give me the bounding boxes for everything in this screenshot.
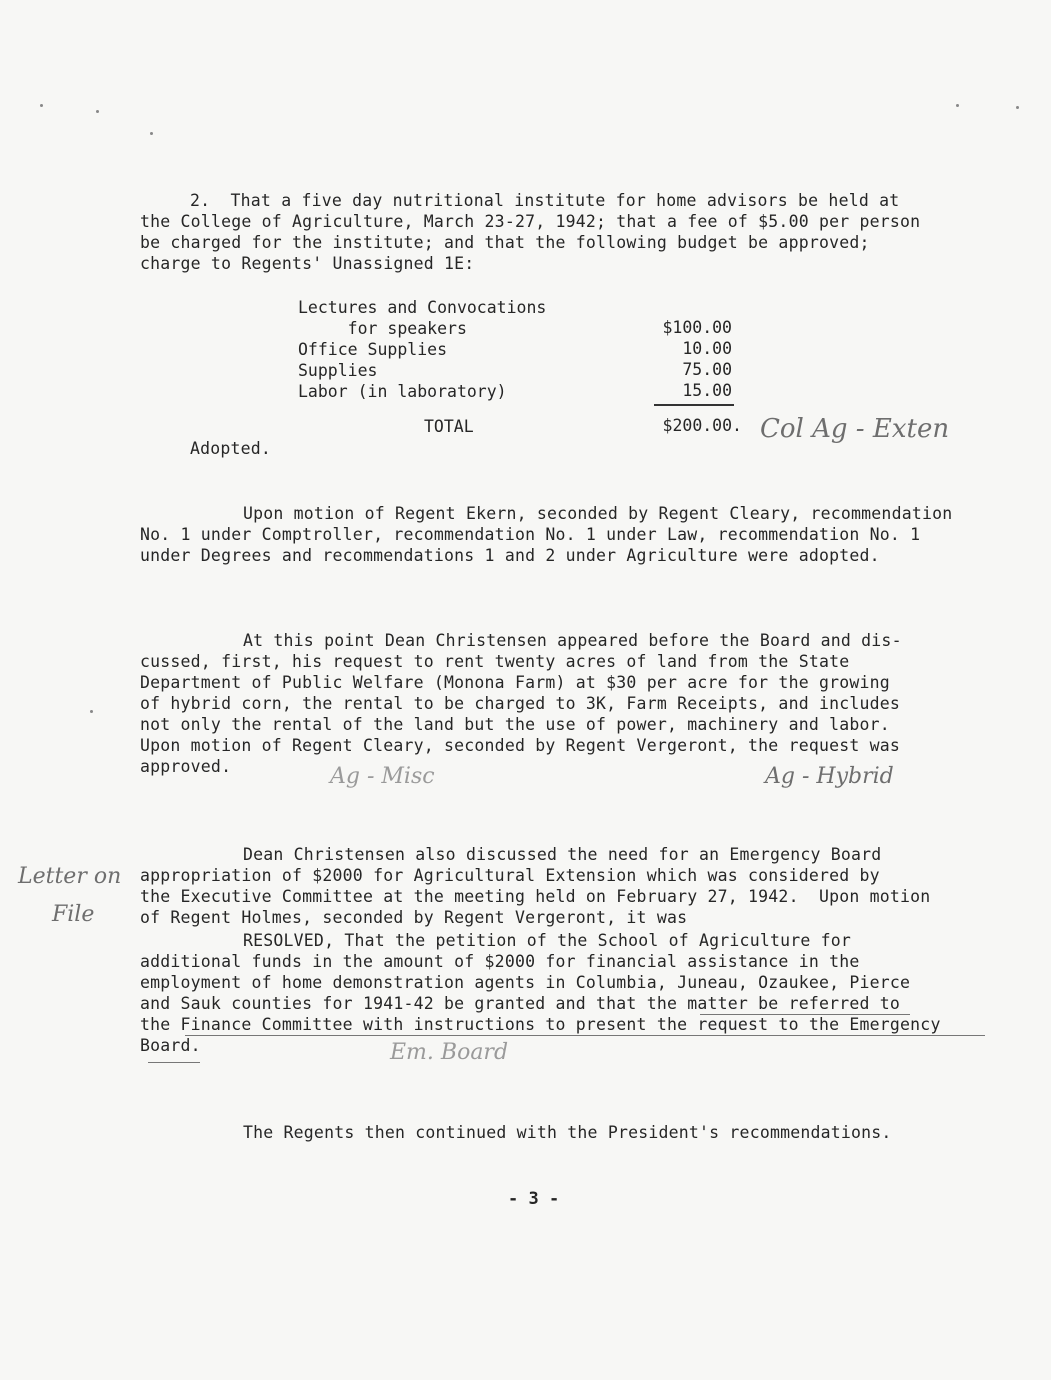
dean-line-5: not only the rental of the land but the use of power, machinery and labor. (140, 715, 890, 734)
resolved-line-3: employment of home demonstration agents in Columbia, Juneau, Ozaukee, Pierce (140, 973, 911, 992)
handwritten-note: Ag - Hybrid (765, 764, 894, 789)
total-rule (654, 404, 734, 406)
pen-underline (148, 1062, 200, 1063)
resolved-line-1: RESOLVED, That the petition of the School of Agriculture for (243, 931, 852, 950)
resolved-line-6: Board. (140, 1036, 201, 1055)
paragraph-2-line-1: 2. That a five day nutritional institute for home advisors be held at (190, 191, 900, 210)
budget-item-amount: $100.00 (662, 318, 732, 337)
budget-item-label: for speakers (298, 319, 467, 338)
budget-item-amount: 15.00 (682, 381, 732, 400)
emergency-line-1: Dean Christensen also discussed the need for an Emergency Board (243, 845, 882, 864)
paragraph-2-line-3: be charged for the institute; and that the following budget be approved; (140, 233, 870, 252)
budget-item-label: Supplies (298, 361, 378, 380)
pen-underline (185, 1035, 985, 1036)
budget-item-label: Labor (in laboratory) (298, 382, 507, 401)
budget-item-label: Lectures and Convocations (298, 298, 547, 317)
handwritten-note: Col Ag - Exten (760, 414, 950, 444)
budget-item-label: Office Supplies (298, 340, 448, 359)
emergency-line-4: of Regent Holmes, seconded by Regent Vergeront, it was (140, 908, 688, 927)
dean-line-2: cussed, first, his request to rent twenty acres of land from the State (140, 652, 850, 671)
closing-text: The Regents then continued with the President's recommendations. (243, 1123, 892, 1142)
dean-line-4: of hybrid corn, the rental to be charged to 3K, Farm Receipts, and includes (140, 694, 901, 713)
pen-underline (700, 1014, 910, 1015)
scan-speck (90, 710, 93, 713)
resolved-line-2: additional funds in the amount of $2000 for financial assistance in the (140, 952, 860, 971)
resolved-line-4: and Sauk counties for 1941-42 be granted and that the matter be referred to (140, 994, 901, 1013)
scan-speck (150, 132, 153, 135)
emergency-line-3: the Executive Committee at the meeting held on February 27, 1942. Upon motion (140, 887, 931, 906)
scan-speck (1016, 106, 1019, 109)
dean-line-3: Department of Public Welfare (Monona Farm) at $30 per acre for the growing (140, 673, 890, 692)
budget-total-label: TOTAL (424, 417, 474, 436)
paragraph-2-line-2: the College of Agriculture, March 23-27, 1942; that a fee of $5.00 per person (140, 212, 921, 231)
handwritten-margin-note: Letter on (18, 864, 122, 889)
handwritten-margin-note: File (52, 902, 95, 927)
budget-item-amount: 10.00 (682, 339, 732, 358)
dean-line-7: approved. (140, 757, 232, 776)
budget-item-amount: 75.00 (682, 360, 732, 379)
emergency-line-2: appropriation of $2000 for Agricultural Extension which was considered by (140, 866, 880, 885)
handwritten-note: Ag - Misc (330, 764, 435, 789)
handwritten-note: Em. Board (390, 1040, 509, 1065)
adopted-text: Adopted. (190, 439, 272, 458)
dean-line-6: Upon motion of Regent Cleary, seconded by Regent Vergeront, the request was (140, 736, 901, 755)
page-number: - 3 - (508, 1189, 560, 1209)
resolved-line-5: the Finance Committee with instructions to present the request to the Emergency (140, 1015, 941, 1034)
motion-line-1: Upon motion of Regent Ekern, seconded by Regent Cleary, recommendation (243, 504, 953, 523)
motion-line-3: under Degrees and recommendations 1 and 2 under Agriculture were adopted. (140, 546, 880, 565)
motion-line-2: No. 1 under Comptroller, recommendation No. 1 under Law, recommendation No. 1 (140, 525, 921, 544)
scan-speck (40, 104, 43, 107)
scan-speck (96, 110, 99, 113)
budget-total-amount: $200.00. (662, 416, 742, 435)
dean-line-1: At this point Dean Christensen appeared before the Board and dis- (243, 631, 902, 650)
scan-speck (956, 104, 959, 107)
paragraph-2-line-4: charge to Regents' Unassigned 1E: (140, 254, 475, 273)
